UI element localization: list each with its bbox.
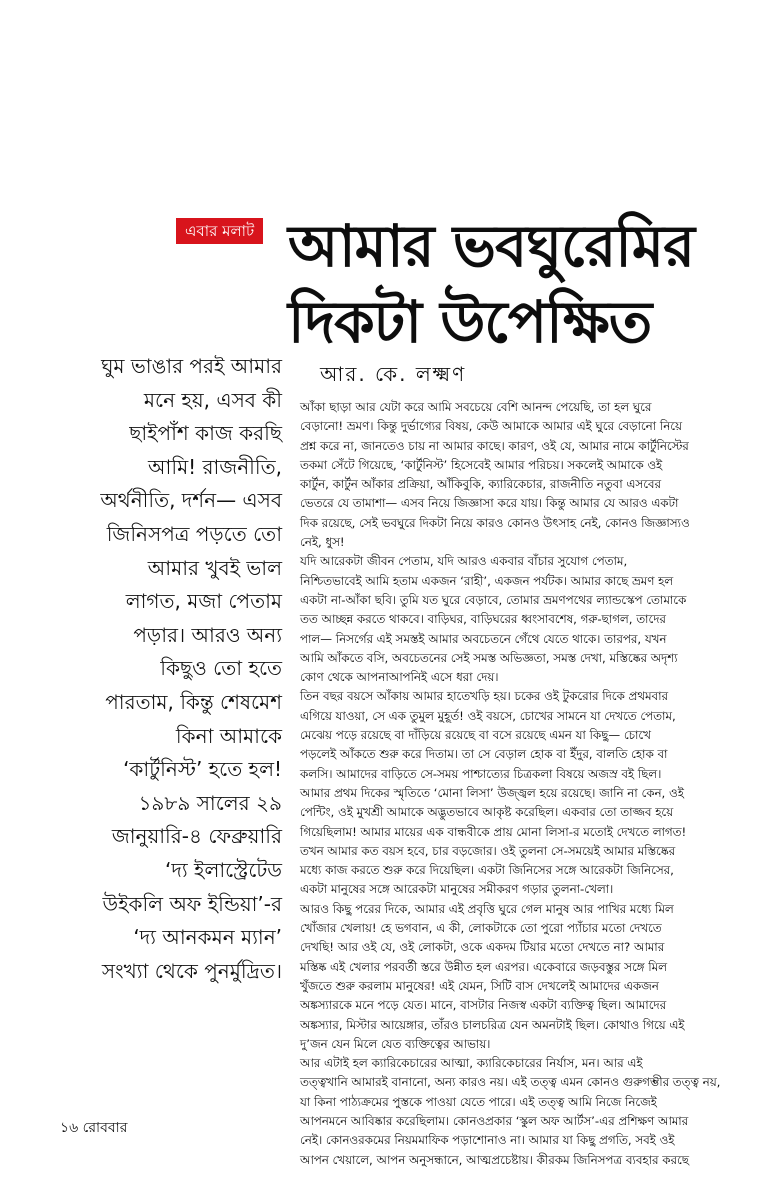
pull-quote-line: উইকলি অফ ইন্ডিয়া’-র xyxy=(102,891,282,916)
body-line: নেই, ধুস! xyxy=(300,535,345,550)
body-line: তত আচ্ছন্ন করতে থাকবে। বাড়িঘর, বাড়িঘরের ধ্বংসাবশেষ, গরু-ছাগল, তাদের xyxy=(300,612,666,627)
body-line: যদি আরেকটা জীবন পেতাম, যদি আরও একবার বাঁচার সুযোগ পেতাম, xyxy=(300,554,628,569)
author-byline: আর. কে. লক্ষ্মণ xyxy=(320,362,467,386)
body-line: গিয়েছিলাম! আমার মায়ের এক বান্ধবীকে প্রায় মোনা লিসা-র মতোই দেখতে লাগত! xyxy=(300,824,687,839)
section-tag: এবার মলাট xyxy=(176,218,263,244)
body-line: আরও কিছু পরের দিকে, আমার এই প্রবৃত্তি ঘুরে গেল মানুষ আর পাখির মধ্যে মিল xyxy=(300,901,674,916)
body-line: আর এটাই হল ক্যারিকেচারের আত্মা, ক্যারিকেচারের নির্যাস, মন। আর এই xyxy=(300,1056,643,1071)
body-line: প্রশ্ন করে না, জানতেও চায় না আমার কাছে। কারণ, ওই যে, আমার নামে কার্টুনিস্টের xyxy=(300,438,689,453)
body-line: আপনমনে আবিষ্কার করেছিলাম। কোনওপ্রকার ‘স্কুল অফ আর্টস’-এর প্রশিক্ষণ আমার xyxy=(300,1113,689,1128)
body-line: তকমা সেঁটে গিয়েছে, ‘কার্টুনিস্ট’ হিসেবেই আমার পরিচয়। সকলেই আমাকে ওই xyxy=(300,457,663,472)
pull-quote-line: মনে হয়, এসব কী xyxy=(143,387,282,412)
body-line: যা কিনা পাঠ্যক্রমের পুস্তকে পাওয়া যেতে পারে। এই তত্ত্ব আমি নিজে নিজেই xyxy=(300,1094,657,1109)
body-line: নেই। কোনওরকমের নিয়মমাফিক পড়াশোনাও না। আমার যা কিছু প্রগতি, সবই ওই xyxy=(300,1133,675,1148)
body-line: বেড়ানো! ভ্রমণ। কিন্তু দুর্ভাগ্যের বিষয়, কেউ আমাকে আমার এই ঘুরে বেড়ানো নিয়ে xyxy=(300,419,682,434)
body-line: কার্টুন, কার্টুন আঁকার প্রক্রিয়া, আঁকিবুকি, ক্যারিকেচার, রাজনীতি নতুবা এসবের xyxy=(300,477,661,492)
page-footer: ১৬ রোববার xyxy=(60,1120,128,1136)
body-line: ভেতরে যে তামাশা— এসব নিয়ে জিজ্ঞাসা করে যায়। কিন্তু আমার যে আরও একটা xyxy=(300,496,679,511)
headline-line-2: দিকটা উপেক্ষিত xyxy=(288,288,652,356)
headline xyxy=(288,208,758,360)
body-line: পাল— নিসর্গের এই সমস্তই আমার অবচেতনে গেঁথে যেতে থাকে। তারপর, যখন xyxy=(300,631,667,646)
body-line: অঙ্কস্যারকে মনে পড়ে যেত। মানে, বাসটার নিজস্ব একটা ব্যক্তিত্ব ছিল। আমাদের xyxy=(300,998,667,1013)
pull-quote-line: পড়ার। আরও অন্য xyxy=(133,622,282,647)
pull-quote-line: ‘কার্টুনিস্ট’ হতে হল! xyxy=(123,757,282,782)
body-line: অঙ্কস্যার, মিস্টার আয়েঙ্গার, তাঁরও চালচরিত্র যেন অমনটাই ছিল। কোথাও গিয়ে এই xyxy=(300,1017,685,1032)
pull-quote-line: কিনা আমাকে xyxy=(175,723,282,748)
body-line: আমি আঁকতে বসি, অবচেতনের সেই সমস্ত অভিজ্ঞতা, সমস্ত দেখা, মস্তিষ্কের অদৃশ্য xyxy=(300,650,678,665)
pull-quote-line: ‘দ্য ইলাস্ট্রেটেড xyxy=(165,857,282,882)
body-line: আপন খেয়ালে, আপন অনুসন্ধানে, আত্মপ্রচেষ্টায়। কীরকম জিনিসপত্র ব্যবহার করছে xyxy=(300,1152,689,1167)
body-line: একটা মানুষের সঙ্গে আরেকটা মানুষের সমীকরণ গড়ার তুলনা-খেলা। xyxy=(300,882,614,897)
pull-quote-line: লাগত, মজা পেতাম xyxy=(125,589,282,614)
pull-quote-line: জানুয়ারি-৪ ফেব্রুয়ারি xyxy=(111,824,282,849)
body-line: মধ্যে কাজ করতে শুরু করে দিয়েছিল। একটা জিনিসের সঙ্গে আরেকটা জিনিসের, xyxy=(300,863,674,878)
pull-quote-line: সংখ্যা থেকে পুনর্মুদ্রিত। xyxy=(101,958,282,983)
body-line: মস্তিষ্ক এই খেলার পরবর্তী স্তরে উন্নীত হল এরপর। একেবারে জড়বস্তুর সঙ্গে মিল xyxy=(300,959,667,974)
headline-line-1: আমার ভবঘুরেমির xyxy=(288,212,695,280)
body-line: তিন বছর বয়সে আঁকায় আমার হাতেখড়ি হয়। চকের ওই টুকরোর দিকে প্রথমবার xyxy=(300,689,669,704)
body-line: কোণ থেকে আপনাআপনিই এসে ধরা দেয়। xyxy=(300,670,499,685)
pull-quote xyxy=(60,350,282,988)
article-body xyxy=(300,398,752,1170)
body-line: পড়লেই আঁকতে শুরু করে দিতাম। তা সে বেড়াল হোক বা ইঁদুর, বালতি হোক বা xyxy=(300,747,668,762)
body-line: খোঁজার খেলায়! হে ভগবান, এ কী, লোকটাকে তো পুরো প্যাঁচার মতো দেখতে xyxy=(300,921,662,936)
pull-quote-line: কিছুও তো হতে xyxy=(160,656,282,681)
body-line: দু’জন যেন মিলে যেত ব্যক্তিত্বের আভায়। xyxy=(300,1036,491,1051)
body-line: একটা না-আঁকা ছবি। তুমি যত ঘুরে বেড়াবে, তোমার ভ্রমণপথের ল্যান্ডস্কেপ তোমাকে xyxy=(300,592,687,607)
body-line: দেখছি! আর ওই যে, ওই লোকটা, ওকে একদম টিয়ার মতো দেখতে না? আমার xyxy=(300,940,665,955)
body-line: আঁকা ছাড়া আর যেটা করে আমি সবচেয়ে বেশি আনন্দ পেয়েছি, তা হল ঘুরে xyxy=(300,400,652,414)
pull-quote-line: পারতাম, কিন্তু শেষমেশ xyxy=(105,689,282,714)
body-line: পেন্টিং, ওই মুখশ্রী আমাকে অদ্ভুতভাবে আকৃষ্ট করেছিল। একবার তো তাজ্জব হয়ে xyxy=(300,805,674,820)
pull-quote-line: আমি! রাজনীতি, xyxy=(148,454,282,479)
pull-quote-line: অর্থনীতি, দর্শন— এসব xyxy=(100,488,282,513)
body-line: এগিয়ে যাওয়া, সে এক তুমুল মুহূর্ত! ওই বয়সে, চোখের সামনে যা দেখতে পেতাম, xyxy=(300,708,676,723)
body-line: তখন আমার কত বয়স হবে, চার বড়জোর। ওই তুলনা সে-সময়েই আমার মস্তিষ্কের xyxy=(300,843,676,858)
body-line: কলসি। আমাদের বাড়িতে সে-সময় পাশ্চাত্যের চিত্রকলা বিষয়ে অজস্র বই ছিল। xyxy=(300,766,662,781)
pull-quote-line: ছাইপাঁশ কাজ করছি xyxy=(129,421,282,446)
body-line: নিশ্চিতভাবেই আমি হতাম একজন ‘রাহী’, একজন পর্যটক। আমার কাছে ভ্রমণ হল xyxy=(300,573,674,588)
body-line: খুঁজতে শুরু করলাম মানুষের! এই যেমন, সিটি বাস দেখলেই আমাদের একজন xyxy=(300,978,659,993)
pull-quote-line: ঘুম ভাঙার পরই আমার xyxy=(101,354,282,378)
pull-quote-line: জিনিসপত্র পড়তে তো xyxy=(106,521,282,546)
pull-quote-line: আমার খুবই ভাল xyxy=(147,555,282,580)
body-line: আমার প্রথম দিকের স্মৃতিতে ‘মোনা লিসা’ উজ্জ্বল হয়ে রয়েছে। জানি না কেন, ওই xyxy=(300,785,684,800)
body-line: মেঝেয় পড়ে রয়েছে বা দাঁড়িয়ে রয়েছে বা বসে রয়েছে এমন যা কিছু— চোখে xyxy=(300,728,651,743)
body-line: তত্ত্বখানি আমারই বানানো, অন্য কারও নয়। এই তত্ত্ব এমন কোনও গুরুগম্ভীর তত্ত্ব নয়, xyxy=(300,1075,721,1090)
pull-quote-line: ‘দ্য আনকমন ম্যান’ xyxy=(133,925,282,950)
body-line: দিক রয়েছে, সেই ভবঘুরে দিকটা নিয়ে কারও কোনও উৎসাহ নেই, কোনও জিজ্ঞাস্যও xyxy=(300,515,690,530)
pull-quote-line: ১৯৮৯ সালের ২৯ xyxy=(138,790,282,815)
